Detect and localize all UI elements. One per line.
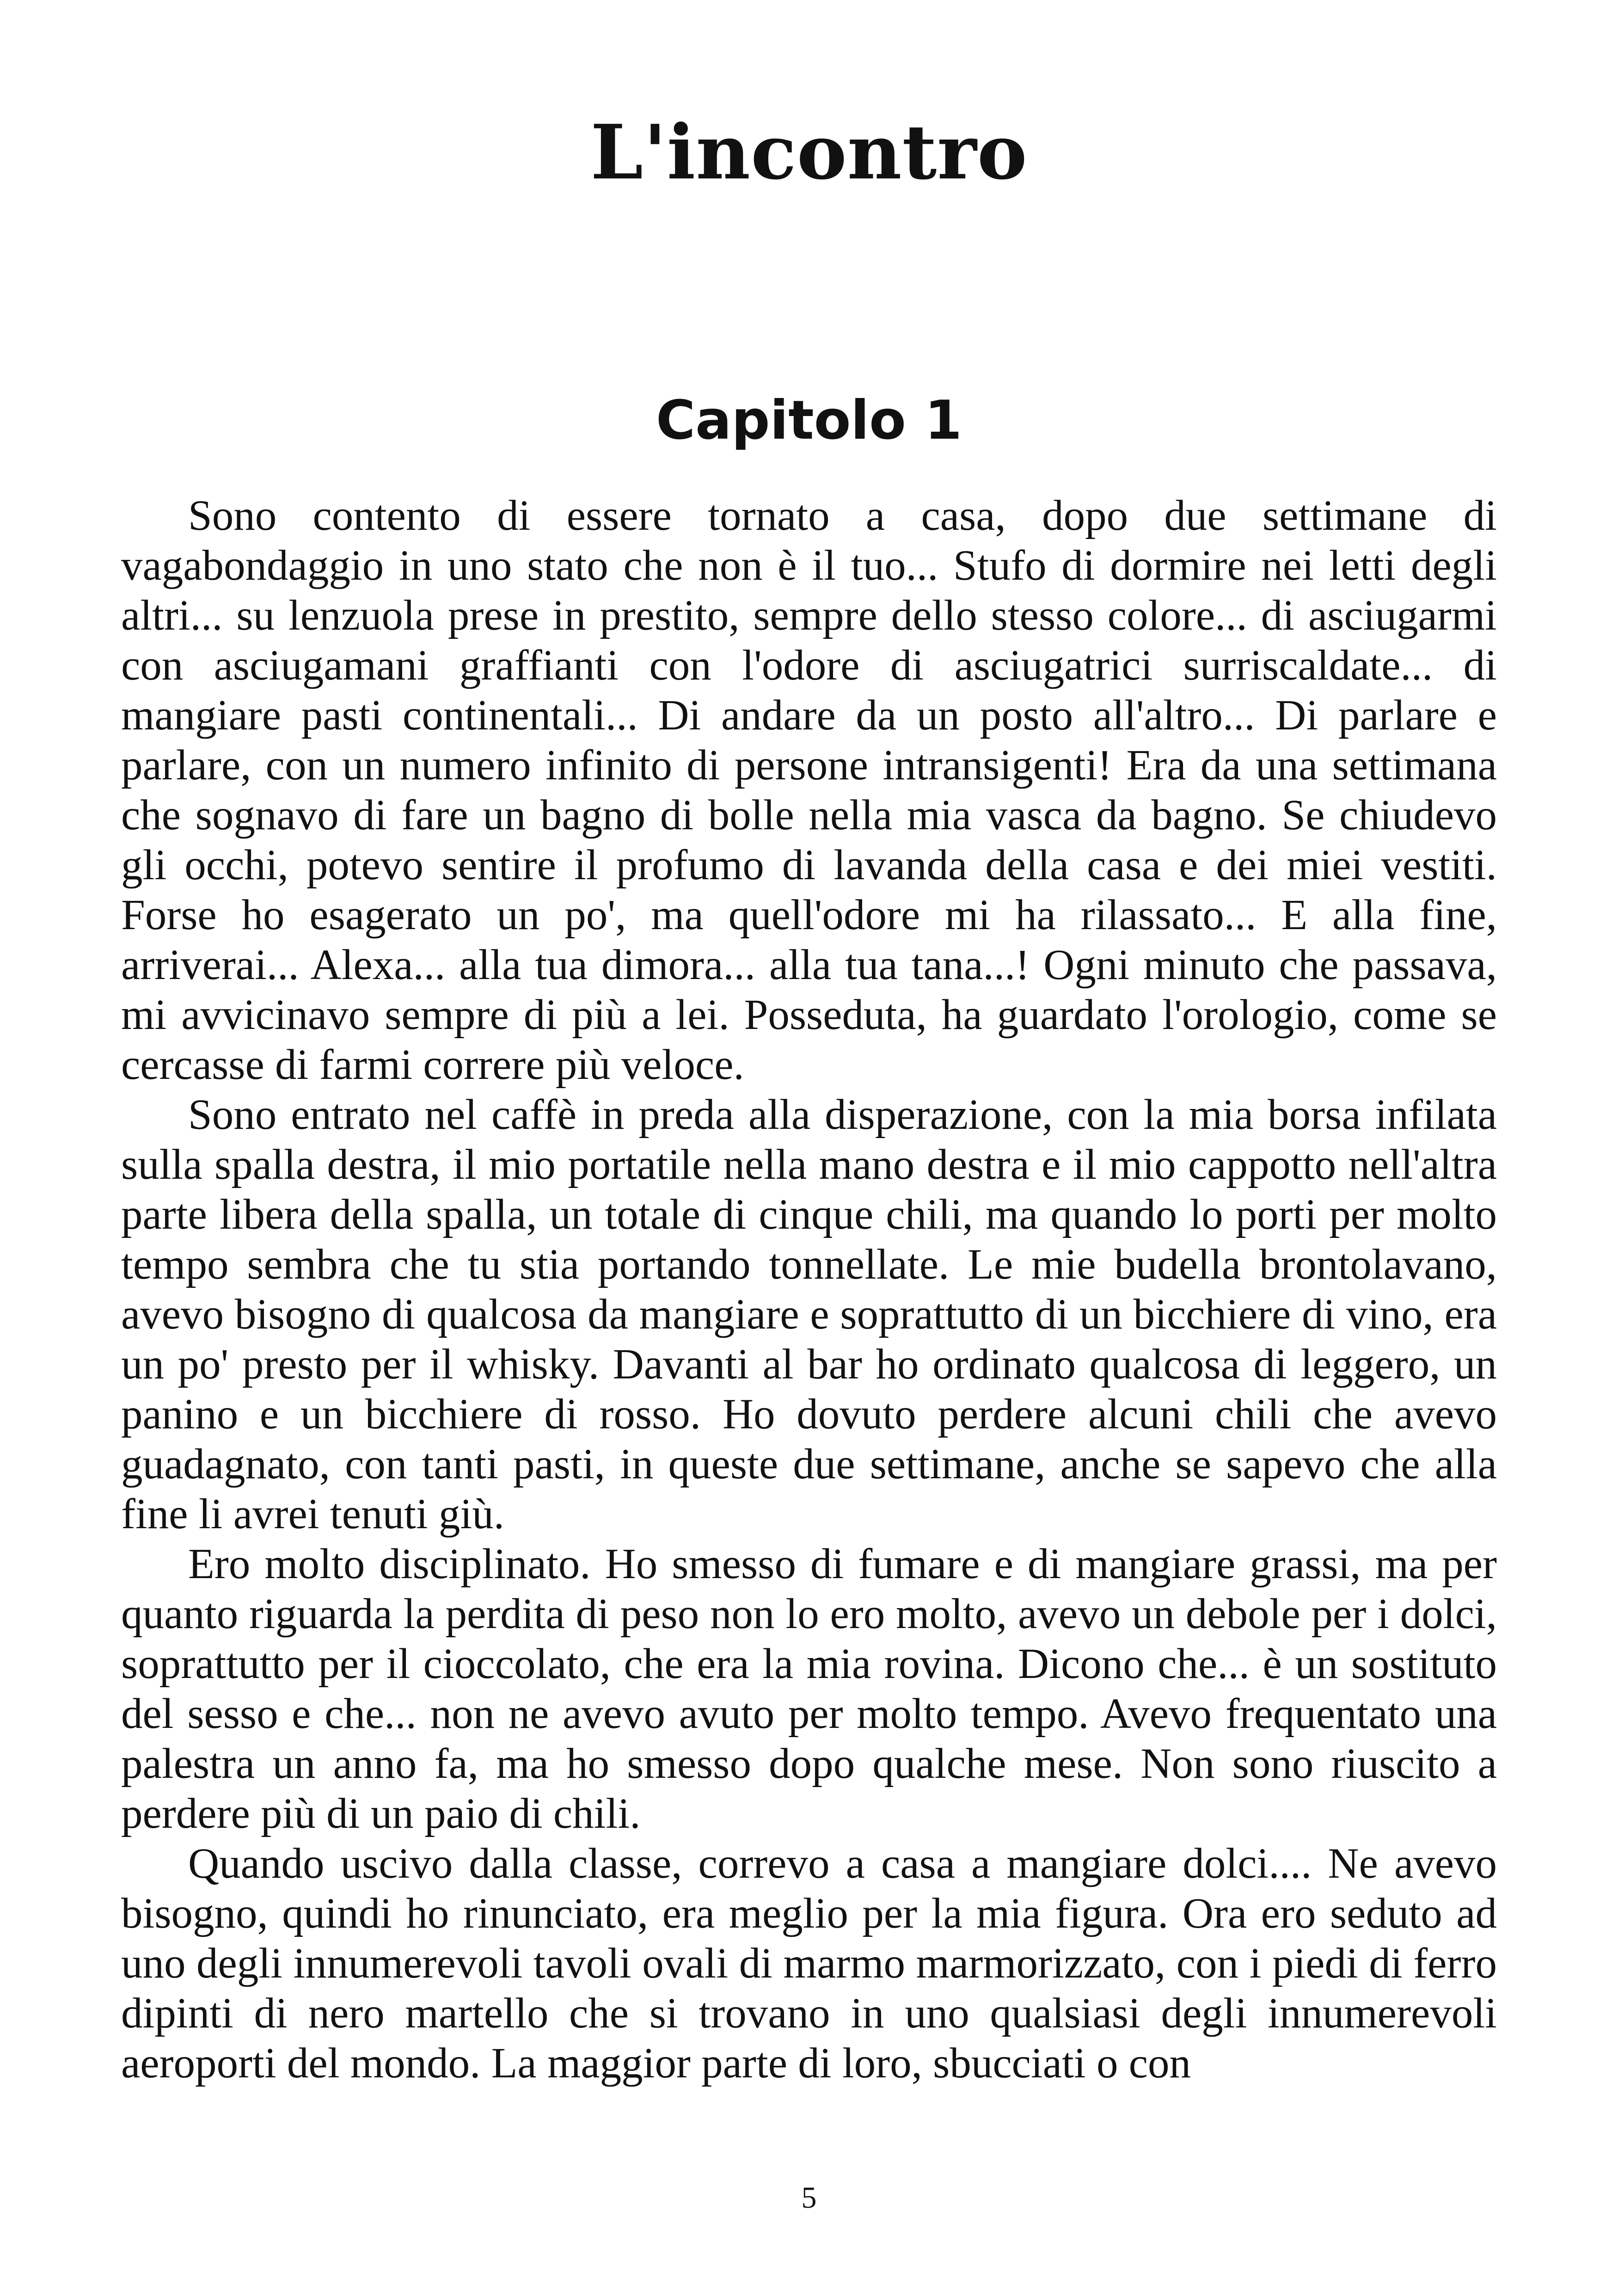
paragraph: Ero molto disciplinato. Ho smesso di fumare e di mangiare grassi, ma per quanto riguarda la perdita di peso non lo ero molto, avevo un debole per i dolci, soprattutto per il cioccolato, che era la mia rovina. Dicono che... è un sostituto del sesso e che... non ne avevo avuto per molto tempo. Avevo frequentato una palestra un anno fa, ma ho smesso dopo qualche mese. Non sono riuscito a perdere più di un paio di chili. — [121, 1540, 1497, 1837]
paragraph: Quando uscivo dalla classe, correvo a casa a mangiare dolci.... Ne avevo bisogno, quindi ho rinunciato, era meglio per la mia figura. Ora ero seduto ad uno degli innumerevoli tavoli ovali di marmo marmorizzato, con i piedi di ferro dipinti di nero martello che si trovano in uno qualsiasi degli innumerevoli aeroporti del mondo. La maggior parte di loro, sbucciati o con — [121, 1840, 1497, 2087]
page-number: 5 — [801, 2181, 817, 2215]
chapter-title: Capitolo 1 — [656, 389, 962, 452]
paragraph: Sono entrato nel caffè in preda alla disperazione, con la mia borsa infilata sulla spalla destra, il mio portatile nella mano destra e il mio cappotto nell'altra parte libera della spalla, un totale di cinque chili, ma quando lo porti per molto tempo sembra che tu stia portando tonnellate. Le mie budella brontolavano, avevo bisogno di qualcosa da mangiare e soprattutto di un bicchiere di vino, era un po' presto per il whisky. Davanti al bar ho ordinato qualcosa di leggero, un panino e un bicchiere di rosso. Ho dovuto perdere alcuni chili che avevo guadagnato, con tanti pasti, in queste due settimane, anche se sapevo che alla fine li avrei tenuti giù. — [121, 1091, 1497, 1538]
chapter-body — [121, 491, 1497, 2088]
paragraph: Sono contento di essere tornato a casa, dopo due settimane di vagabondaggio in uno stato che non è il tuo... Stufo di dormire nei letti degli altri... su lenzuola prese in prestito, sempre dello stesso colore... di asciugarmi con asciugamani graffianti con l'odore di asciugatrici surriscaldate... di mangiare pasti continentali... Di andare da un posto all'altro... Di parlare e parlare, con un numero infinito di persone intransigenti! Era da una settimana che sognavo di fare un bagno di bolle nella mia vasca da bagno. Se chiudevo gli occhi, potevo sentire il profumo di lavanda della casa e dei miei vestiti. Forse ho esagerato un po', ma quell'odore mi ha rilassato... E alla fine, arriverai... Alexa... alla tua dimora... alla tua tana...! Ogni minuto che passava, mi avvicinavo sempre di più a lei. Posseduta, ha guardato l'orologio, come se cercasse di farmi correre più veloce. — [121, 492, 1497, 1089]
book-title: L'incontro — [590, 109, 1028, 196]
